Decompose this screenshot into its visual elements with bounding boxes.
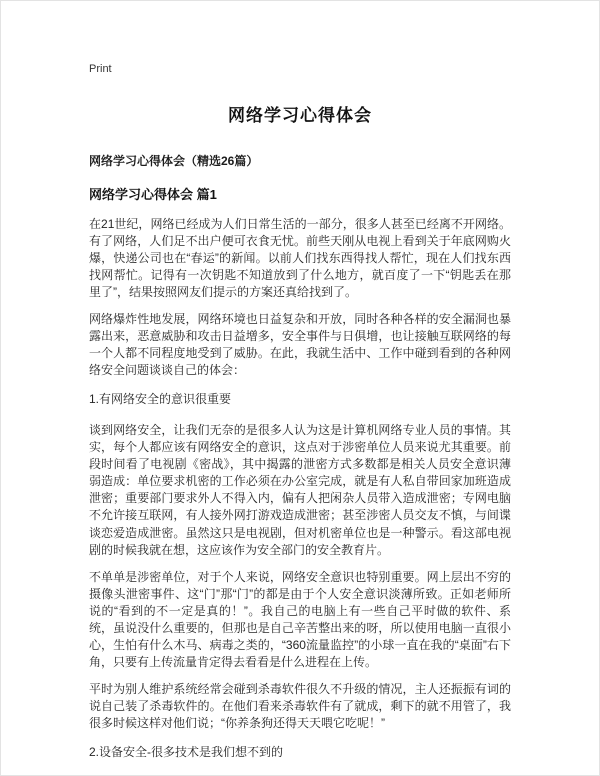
subheading-security-awareness: 1.有网络安全的意识很重要 bbox=[89, 392, 232, 407]
paragraph-network-security-threats: 网络爆炸性地发展，网络环境也日益复杂和开放，同时各种各样的安全漏洞也暴露出来，恶意威胁和攻击日益增多，安全事件与日俱增，也让接触互联网络的每一个人都不同程度地受到了威胁。在此，我就生活中、工作中碰到看到的各种网络安全问题谈谈自己的体会： bbox=[89, 312, 511, 378]
paragraph-personal-security-awareness: 不单单是涉密单位，对于个人来说，网络安全意识也特别重要。网上层出不穷的摄像头泄密事件、这“门”那“门”的都是由于个人安全意识淡薄所致。正如老师所说的“看到的不一定是真的！”。我自己的电脑上有一些自己平时做的软件、系统，虽说没什么重要的，但那也是自己辛苦整出来的呀，所以使用电脑一直很小心，生怕有什么木马、病毒之类的，“360流量监控”的小球一直在我的“桌面”右下角，只要有上传流量肯定得去看看是什么进程在上传。 bbox=[89, 569, 511, 669]
document-title: 网络学习心得体会 bbox=[228, 106, 372, 125]
paragraph-security-awareness-drama: 谈到网络安全，让我们无奈的是很多人认为这是计算机网络专业人员的事情。其实，每个人都应该有网络安全的意识，这点对于涉密单位人员来说尤其重要。前段时间看了电视剧《密战》，其中揭露的泄密方式多数都是相关人员安全意识薄弱造成：单位要求机密的工作必须在办公室完成，就是有人私自带回家加班造成泄密；重要部门要求外人不得入内，偏有人把闲杂人员带入造成泄密；专网电脑不允许接互联网，有人接外网打游戏造成泄密；甚至涉密人员交友不慎，与间谍谈恋爱造成泄密。虽然这只是电视剧，但对机密单位也是一种警示。看这部电视剧的时候我就在想，这应该作为安全部门的安全教育片。 bbox=[89, 423, 511, 557]
chapter-title: 网络学习心得体会 篇1 bbox=[89, 187, 217, 202]
subheading-device-security: 2.设备安全-很多技术是我们想不到的 bbox=[89, 744, 284, 759]
paragraph-antivirus-maintenance: 平时为别人维护系统经常会碰到杀毒软件很久不升级的情况，主人还振振有词的说自己装了杀毒软件的。在他们看来杀毒软件有了就成，剩下的就不用管了，我很多时候这样对他们说；“你养条狗还得天天喂它吃呢！” bbox=[89, 681, 511, 730]
document-page bbox=[1, 1, 599, 775]
collection-title: 网络学习心得体会（精选26篇） bbox=[89, 154, 259, 168]
paragraph-intro-internet-life: 在21世纪，网络已经成为人们日常生活的一部分，很多人甚至已经离不开网络。有了网络，人们足不出户便可衣食无忧。前些天刚从电视上看到关于年底网购火爆，快递公司也在“春运”的新闻。以前人们找东西得找人帮忙，现在人们找东西找网帮忙。记得有一次钥匙不知道放到了什么地方，就百度了一下“钥匙丢在那里了”，结果按照网友们提示的方案还真给找到了。 bbox=[89, 217, 511, 300]
print-link[interactable]: Print bbox=[89, 63, 112, 75]
